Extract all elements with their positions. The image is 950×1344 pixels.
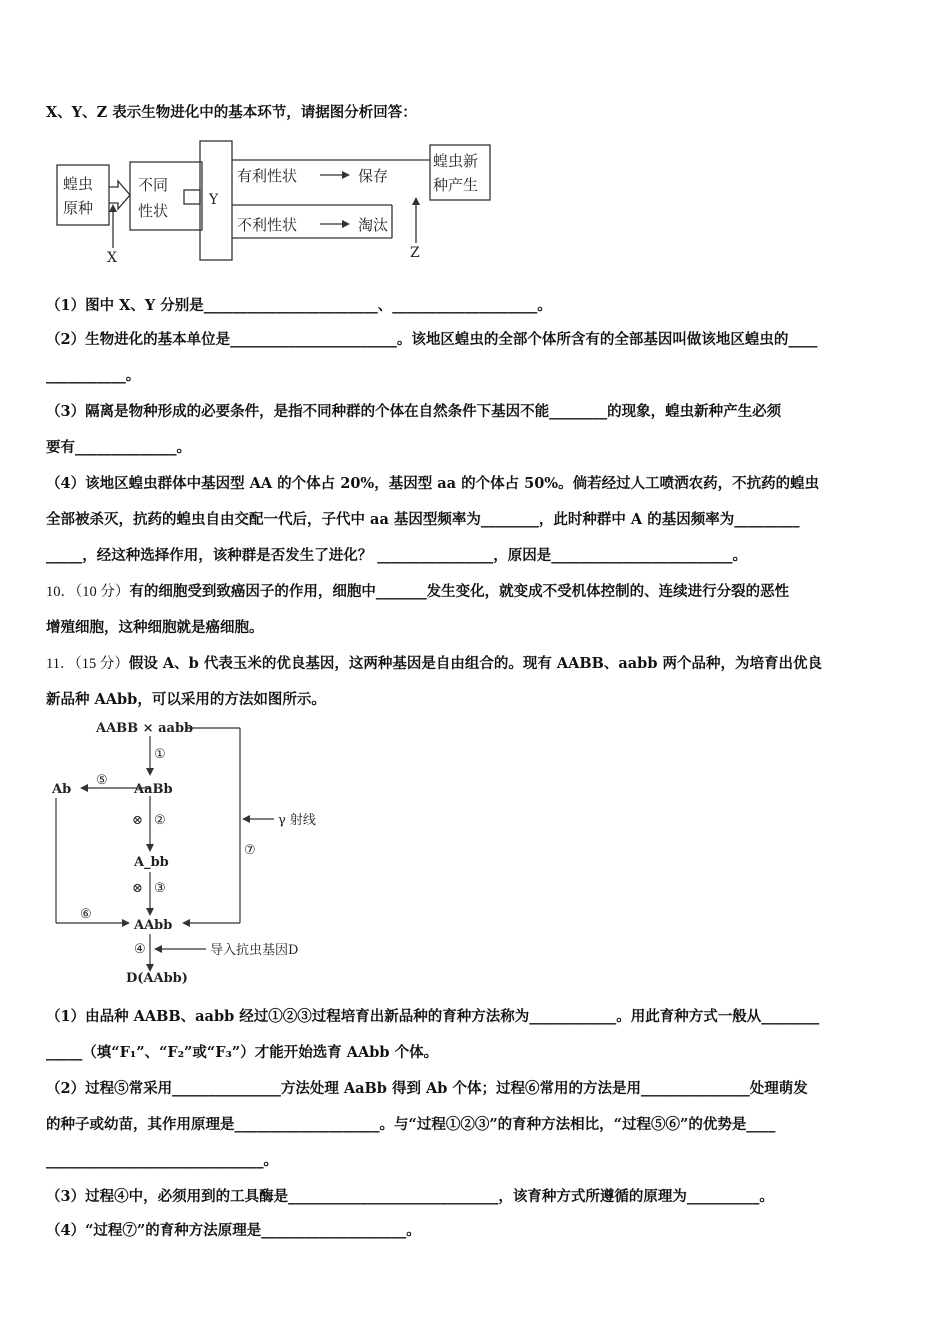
- q9-part4-line2: 全部被杀灭，抗药的蝗虫自由交配一代后，子代中 aa 基因型频率为________，此时种群中 A 的基因频率为_________: [46, 511, 800, 528]
- q11-part1-line2: _____（填“F₁”、“F₂”或“F₃”）才能开始选育 AAbb 个体。: [46, 1044, 439, 1061]
- q9-part1: （1）图中 X、Y 分别是________________________、____________________。: [46, 297, 552, 314]
- original-species-line1: 蝗虫: [63, 175, 94, 193]
- evolution-diagram: [50, 138, 510, 268]
- step2: ②: [154, 813, 166, 828]
- q11-part2-line3: ______________________________。: [46, 1152, 278, 1169]
- z-label: Z: [410, 245, 420, 261]
- step6: ⑥: [80, 907, 92, 922]
- different-traits-line1: 不同: [138, 176, 169, 194]
- q11-number: 11．（15 分）: [46, 656, 129, 672]
- q11-part3: （3）过程④中，必须用到的工具酶是_____________________________，该育种方式所遵循的原理为__________。: [46, 1188, 774, 1205]
- q11-text1: 假设 A、b 代表玉米的优良基因，这两种基因是自由组合的。现有 AABB、aabb 两个品种，为培育出优良: [128, 655, 823, 672]
- step4: ④: [134, 942, 146, 957]
- x-label: X: [107, 250, 117, 266]
- step1: ①: [154, 747, 166, 762]
- self-cross-2: ⊗: [132, 881, 143, 896]
- q11-line2: 新品种 AAbb，可以采用的方法如图所示。: [46, 691, 326, 708]
- q9-part2-line2: ___________。: [46, 367, 141, 384]
- q9-part3-line2: 要有______________。: [46, 439, 191, 456]
- new-species-line1: 蝗虫新: [433, 152, 479, 170]
- import-gene-label: 导入抗虫基因D: [210, 943, 299, 958]
- new-species-line2: 种产生: [433, 176, 479, 194]
- f1-aabb: AaBb: [134, 782, 173, 797]
- q11-part2-line2: 的种子或幼苗，其作用原理是____________________。与“过程①②③”的育种方法相比，“过程⑤⑥”的优势是____: [46, 1116, 776, 1133]
- self-cross-1: ⊗: [132, 813, 143, 828]
- q10-text1: 有的细胞受到致癌因子的作用，细胞中_______发生变化，就变成不受机体控制的、连续进行分裂的恶性: [129, 583, 790, 600]
- breeding-diagram: [46, 716, 336, 986]
- intro-text: X、Y、Z 表示生物进化中的基本环节，请据图分析回答：: [46, 104, 417, 121]
- eliminate-label: 淘汰: [358, 216, 389, 234]
- unfavorable-traits: 不利性状: [237, 216, 298, 234]
- favorable-traits: 有利性状: [237, 167, 298, 185]
- q11-part1-line1: （1）由品种 AABB、aabb 经过①②③过程培育出新品种的育种方法称为____________。用此育种方式一般从________: [46, 1008, 820, 1025]
- parents-cross: AABB × aabb: [96, 721, 194, 736]
- q10-line1: [46, 582, 789, 602]
- q10-number: 10．（10 分）: [46, 584, 130, 600]
- step5: ⑤: [96, 773, 108, 788]
- q9-part2-line1: （2）生物进化的基本单位是_______________________。该地区蝗虫的全部个体所含有的全部基因叫做该地区蝗虫的____: [46, 331, 818, 348]
- q9-part3-line1: （3）隔离是物种形成的必要条件，是指不同种群的个体在自然条件下基因不能________的现象，蝗虫新种产生必须: [46, 403, 782, 420]
- gamma-ray-label: γ 射线: [278, 813, 316, 828]
- q9-part4-line3: _____，经这种选择作用，该种群是否发生了进化？ ________________，原因是_________________________。: [46, 547, 748, 564]
- different-traits-line2: 性状: [138, 202, 169, 220]
- q11-part4: （4）“过程⑦”的育种方法原理是____________________。: [46, 1222, 421, 1239]
- step3: ③: [154, 881, 166, 896]
- q11-part2-line1: （2）过程⑤常采用_______________方法处理 AaBb 得到 Ab 个体；过程⑥常用的方法是用_______________处理萌发: [46, 1080, 808, 1097]
- original-species-line2: 原种: [63, 199, 94, 217]
- haploid-ab: Ab: [52, 782, 72, 797]
- q9-part4-line1: （4）该地区蝗虫群体中基因型 AA 的个体占 20%，基因型 aa 的个体占 50%。倘若经过人工喷洒农药，不抗药的蝗虫: [46, 475, 820, 492]
- target-aabb: AAbb: [134, 918, 173, 933]
- a-bb: A_bb: [134, 855, 169, 870]
- y-label: Y: [209, 192, 219, 208]
- step7: ⑦: [244, 843, 256, 858]
- d-aabb: D(AAbb): [126, 971, 188, 986]
- q11-line1: [46, 654, 822, 674]
- q10-line2: 增殖细胞，这种细胞就是癌细胞。: [46, 619, 264, 636]
- preserve-label: 保存: [358, 167, 389, 185]
